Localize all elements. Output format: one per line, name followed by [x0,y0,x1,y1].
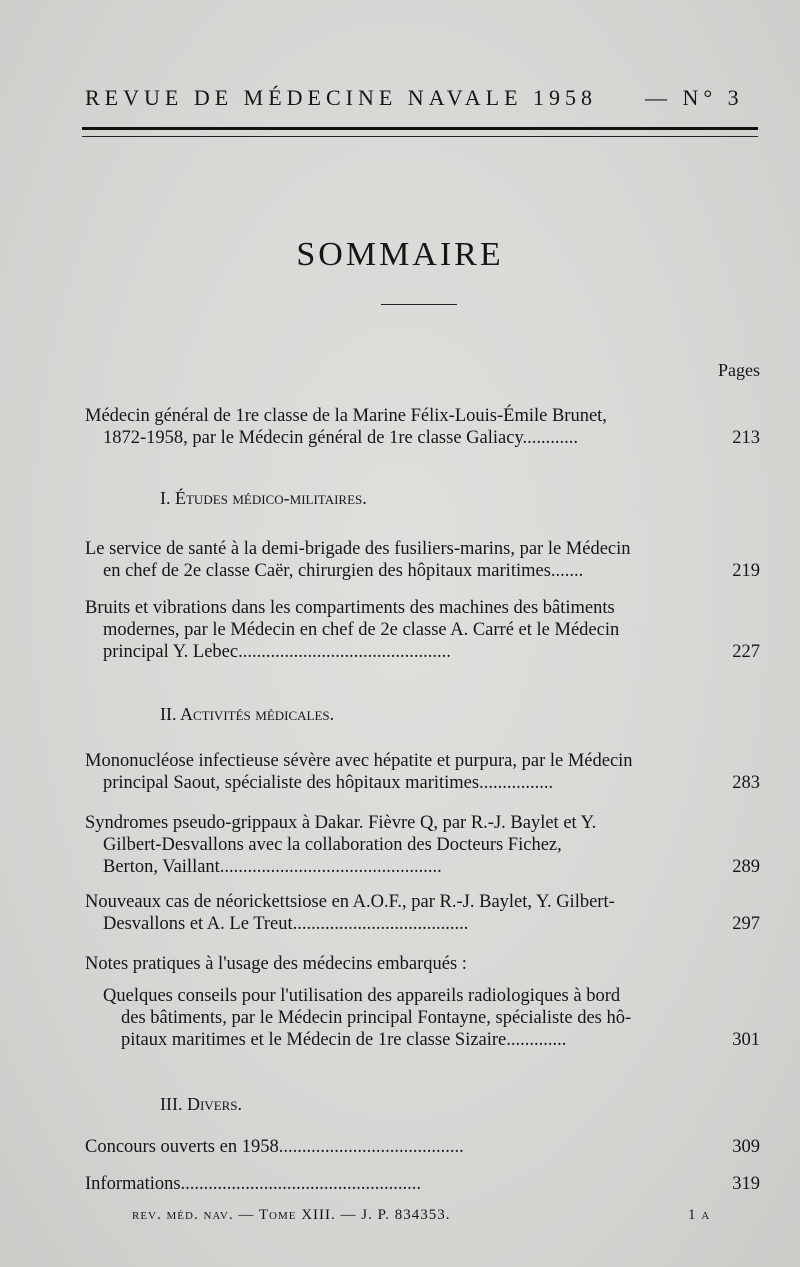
page-number: 283 [732,773,760,793]
header-rule-thick [82,127,758,130]
toc-entry [85,812,760,878]
section-heading: II. Activités médicales. [160,704,335,724]
toc-entry [103,985,760,1051]
footer-citation: rev. méd. nav. — Tome XIII. — J. P. 834353. [132,1207,451,1223]
page-number: 301 [732,1030,760,1050]
entry-line: modernes, par le Médecin en chef de 2e classe A. Carré et le Médecin [103,620,620,640]
toc-subheading [85,953,760,975]
entry-line: pitaux maritimes et le Médecin de 1re classe Sizaire............. [121,1030,567,1050]
page-number: 227 [732,642,760,662]
footer-signature: 1 a [688,1207,711,1223]
entry-line: en chef de 2e classe Caër, chirurgien des hôpitaux maritimes....... [103,561,584,581]
entry-line: Notes pratiques à l'usage des médecins embarqués : [85,954,467,974]
entry-line: principal Saout, spécialiste des hôpitaux maritimes................ [103,773,554,793]
entry-line: Médecin général de 1re classe de la Marine Félix-Louis-Émile Brunet, [85,406,607,426]
toc-entry [85,597,760,663]
entry-line: Concours ouverts en 1958........................................ [85,1137,464,1157]
entry-line: Quelques conseils pour l'utilisation des appareils radiologiques à bord [103,986,621,1006]
entry-line: 1872-1958, par le Médecin général de 1re classe Galiacy............ [103,428,578,448]
toc-entry [85,891,760,935]
section-heading: III. Divers. [160,1094,243,1114]
issue-number: — N° 3 [645,85,744,110]
section-heading: I. Études médico-militaires. [160,488,367,508]
header-rule-thin [82,136,758,137]
pages-column-label: Pages [718,360,760,380]
entry-line: Desvallons et A. Le Treut...................................... [103,914,469,934]
title-divider [381,304,457,305]
page-number: 297 [732,914,760,934]
entry-line: Gilbert-Desvallons avec la collaboration des Docteurs Fichez, [103,835,562,855]
page-number: 213 [732,428,760,448]
entry-line: principal Y. Lebec.............................................. [103,642,451,662]
page-number: 289 [732,857,760,877]
entry-line: Syndromes pseudo-grippaux à Dakar. Fièvre Q, par R.-J. Baylet et Y. [85,813,597,833]
page-number: 219 [732,561,760,581]
entry-line: Informations.................................................... [85,1174,422,1194]
toc-entry [85,1136,760,1158]
entry-line: Mononucléose infectieuse sévère avec hépatite et purpura, par le Médecin [85,751,633,771]
page-number: 309 [732,1137,760,1157]
entry-line: Le service de santé à la demi-brigade des fusiliers-marins, par le Médecin [85,539,631,559]
journal-title: REVUE DE MÉDECINE NAVALE 1958 [85,85,598,110]
toc-entry [85,750,760,794]
entry-line: Nouveaux cas de néorickettsiose en A.O.F., par R.-J. Baylet, Y. Gilbert- [85,892,615,912]
entry-line: Berton, Vaillant................................................ [103,857,442,877]
toc-entry [85,538,760,582]
page-title: SOMMAIRE [296,236,504,273]
toc-entry [85,405,760,449]
toc-entry [85,1173,760,1195]
entry-line: des bâtiments, par le Médecin principal Fontayne, spécialiste des hô- [121,1008,632,1028]
entry-line: Bruits et vibrations dans les compartiments des machines des bâtiments [85,598,615,618]
page-number: 319 [732,1174,760,1194]
